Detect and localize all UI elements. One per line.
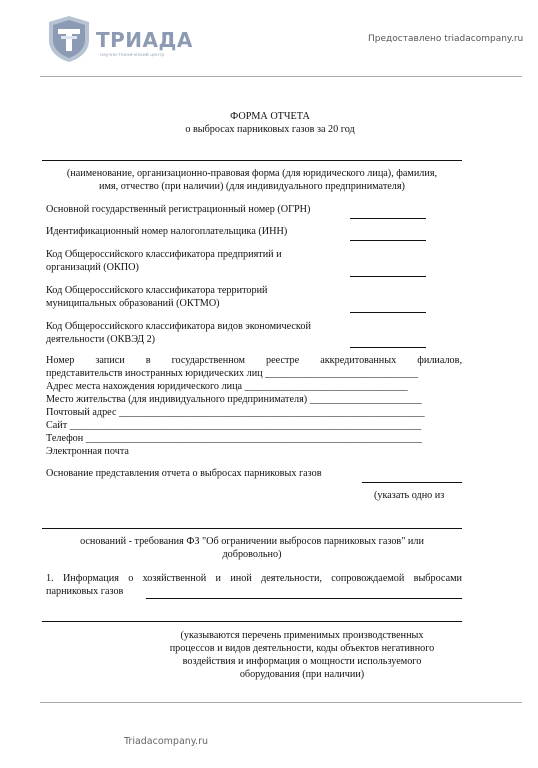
section1-caption-line1: (указываются перечень применимых производственных [180,630,424,641]
section1-heading-line1: 1. Информация о хозяйственной и иной деятельности, сопровождаемой выбросами [46,573,462,584]
section1-caption-line2: процессов и видов деятельности, коды объектов негативного [169,643,435,654]
form-title: ФОРМА ОТЧЕТА [230,111,310,122]
registry-field[interactable]: представительств иностранных юридических лиц ______________________________ [46,368,418,379]
org-name-line[interactable] [42,160,462,161]
inn-label: Идентификационный номер налогоплательщика (ИНН) [46,226,288,237]
basis-hint: (указать одно из [374,490,445,501]
section1-line[interactable] [42,621,462,622]
ogrn-label: Основной государственный регистрационный номер (ОГРН) [46,204,311,215]
oktmo-label-line1: Код Общероссийского классификатора территорий [46,285,268,296]
logo-tagline: научно-технический центр [100,53,165,58]
basis-label: Основание представления отчета о выбросах парниковых газов [46,468,322,479]
okved-label-line1: Код Общероссийского классификатора видов экономической [46,321,311,332]
form-subtitle: о выбросах парниковых газов за 20 год [185,124,355,135]
postal-address-field[interactable]: Почтовый адрес ____________________________________________________________ [46,407,425,418]
footer-site: Triadacompany.ru [124,736,209,747]
logo-name: ТРИАДА [96,28,193,52]
section1-caption-line4: оборудования (при наличии) [239,669,365,680]
inn-field[interactable] [350,240,426,241]
legal-address-field[interactable]: Адрес места нахождения юридического лица ________________________________ [46,381,408,392]
oktmo-label-line2: муниципальных образований (ОКТМО) [46,298,220,309]
email-label: Электронная почта [46,446,129,457]
header-divider [40,76,522,77]
section1-field[interactable] [146,598,462,599]
ogrn-field[interactable] [350,218,426,219]
logo [46,14,196,66]
basis-caption-line2: добровольно) [222,549,282,560]
org-caption-line2: имя, отчество (при наличии) (для индивидуального предпринимателя) [99,181,405,192]
basis-field[interactable] [362,482,462,483]
basis-line[interactable] [42,528,462,529]
section1-heading-line2: парниковых газов [46,586,124,597]
phone-field[interactable]: Телефон __________________________________________________________________ [46,433,422,444]
site-field[interactable]: Сайт _____________________________________________________________________ [46,420,422,431]
triada-shield-icon [46,14,92,64]
oktmo-field[interactable] [350,312,426,313]
footer-divider [40,702,522,703]
section1-caption-line3: воздействия и информация о мощности используемого [182,656,422,667]
okpo-field[interactable] [350,276,426,277]
residence-field[interactable]: Место жительства (для индивидуального предпринимателя) ______________________ [46,394,422,405]
okved-field[interactable] [350,347,426,348]
basis-caption-line1: оснований - требования ФЗ "Об ограничении выбросов парниковых газов" или [80,536,424,547]
provided-by: Предоставлено triadacompany.ru [368,34,524,44]
okved-label-line2: деятельности (ОКВЭД 2) [46,334,156,345]
okpo-label-line2: организаций (ОКПО) [46,262,139,273]
org-caption-line1: (наименование, организационно-правовая форма (для юридического лица), фамилия, [66,168,438,179]
okpo-label-line1: Код Общероссийского классификатора предприятий и [46,249,282,260]
registry-label-line1: Номер записи в государственном реестре аккредитованных филиалов, [46,355,462,366]
